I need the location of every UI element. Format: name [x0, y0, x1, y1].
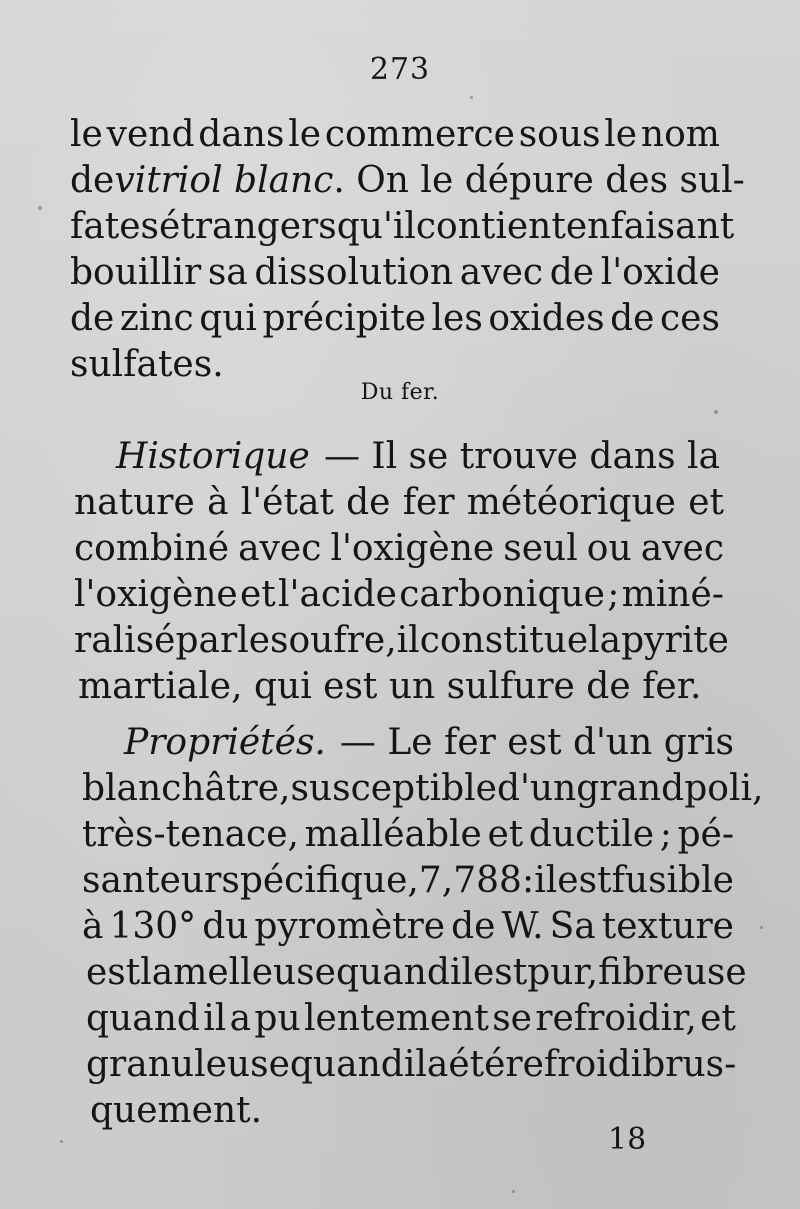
text-segment: l'oxigène et l'acide carbonique ; miné- [74, 574, 724, 615]
paper-speck [38, 206, 42, 210]
text-segment: quement. [90, 1090, 263, 1131]
text-segment: . On le dépure des sul- [333, 160, 745, 201]
paper-speck [512, 1190, 515, 1193]
text-line [74, 480, 724, 526]
text-segment: quand il a pu lentement se refroidir, et [86, 998, 736, 1039]
text-segment: martiale, qui est un sulfure de fer. [78, 666, 702, 707]
text-line [82, 812, 734, 858]
text-line [116, 434, 720, 480]
text-line [70, 112, 720, 158]
text-segment: santeur spécifique, 7,788 : il est fusible [82, 860, 734, 901]
text-line [90, 1088, 262, 1134]
text-segment: sulfates. [70, 344, 224, 385]
text-line [86, 950, 747, 996]
text-line [124, 720, 734, 766]
page-number: 273 [369, 52, 431, 87]
text-segment: très-tenace, malléable et ductile ; pé- [82, 814, 734, 855]
text-line [70, 158, 745, 204]
text-line [74, 526, 724, 572]
text-line [70, 204, 735, 250]
text-segment: ralisé par le soufre, il constitue la pyrite [74, 620, 729, 661]
text-line [82, 904, 734, 950]
text-line [74, 572, 724, 618]
text-segment: bouillir sa dissolution avec de l'oxide [70, 252, 720, 293]
text-segment: de [70, 160, 115, 201]
text-segment: — Le fer est d'un gris [339, 722, 734, 763]
text-line [70, 296, 720, 342]
text-segment: fates étrangers qu'il contient en faisant [70, 206, 735, 247]
section-title: Du fer. [360, 380, 440, 405]
signature-mark: 18 [608, 1122, 647, 1157]
text-line [82, 766, 764, 812]
text-segment: nature à l'état de fer météorique et [74, 482, 724, 523]
text-segment: — Il se trouve dans la [323, 436, 720, 477]
text-line [86, 1042, 736, 1088]
text-segment: de zinc qui précipite les oxides de ces [70, 298, 720, 339]
text-segment: est lamelleuse quand il est pur, fibreuse [86, 952, 747, 993]
text-segment: granuleuse quand il a été refroidi brus- [86, 1044, 737, 1085]
text-line [70, 250, 720, 296]
text-line [86, 996, 736, 1042]
paragraph-heading: Propriétés. [124, 722, 326, 763]
text-segment: combiné avec l'oxigène seul ou avec [74, 528, 724, 569]
text-line [74, 618, 729, 664]
paper-speck [714, 410, 718, 414]
paper-speck [60, 1140, 63, 1143]
text-line [82, 858, 734, 904]
text-segment: à 130° du pyromètre de W. Sa texture [82, 906, 734, 947]
text-segment: le vend dans le commerce sous le nom [70, 114, 720, 155]
paper-speck [760, 926, 763, 929]
text-line [78, 664, 701, 710]
text-segment: blanchâtre, susceptible d'un grand poli, [82, 768, 764, 809]
paragraph-heading: Historique [116, 436, 310, 477]
paper-speck [470, 96, 473, 99]
italic-term: vitriol blanc [114, 160, 334, 201]
